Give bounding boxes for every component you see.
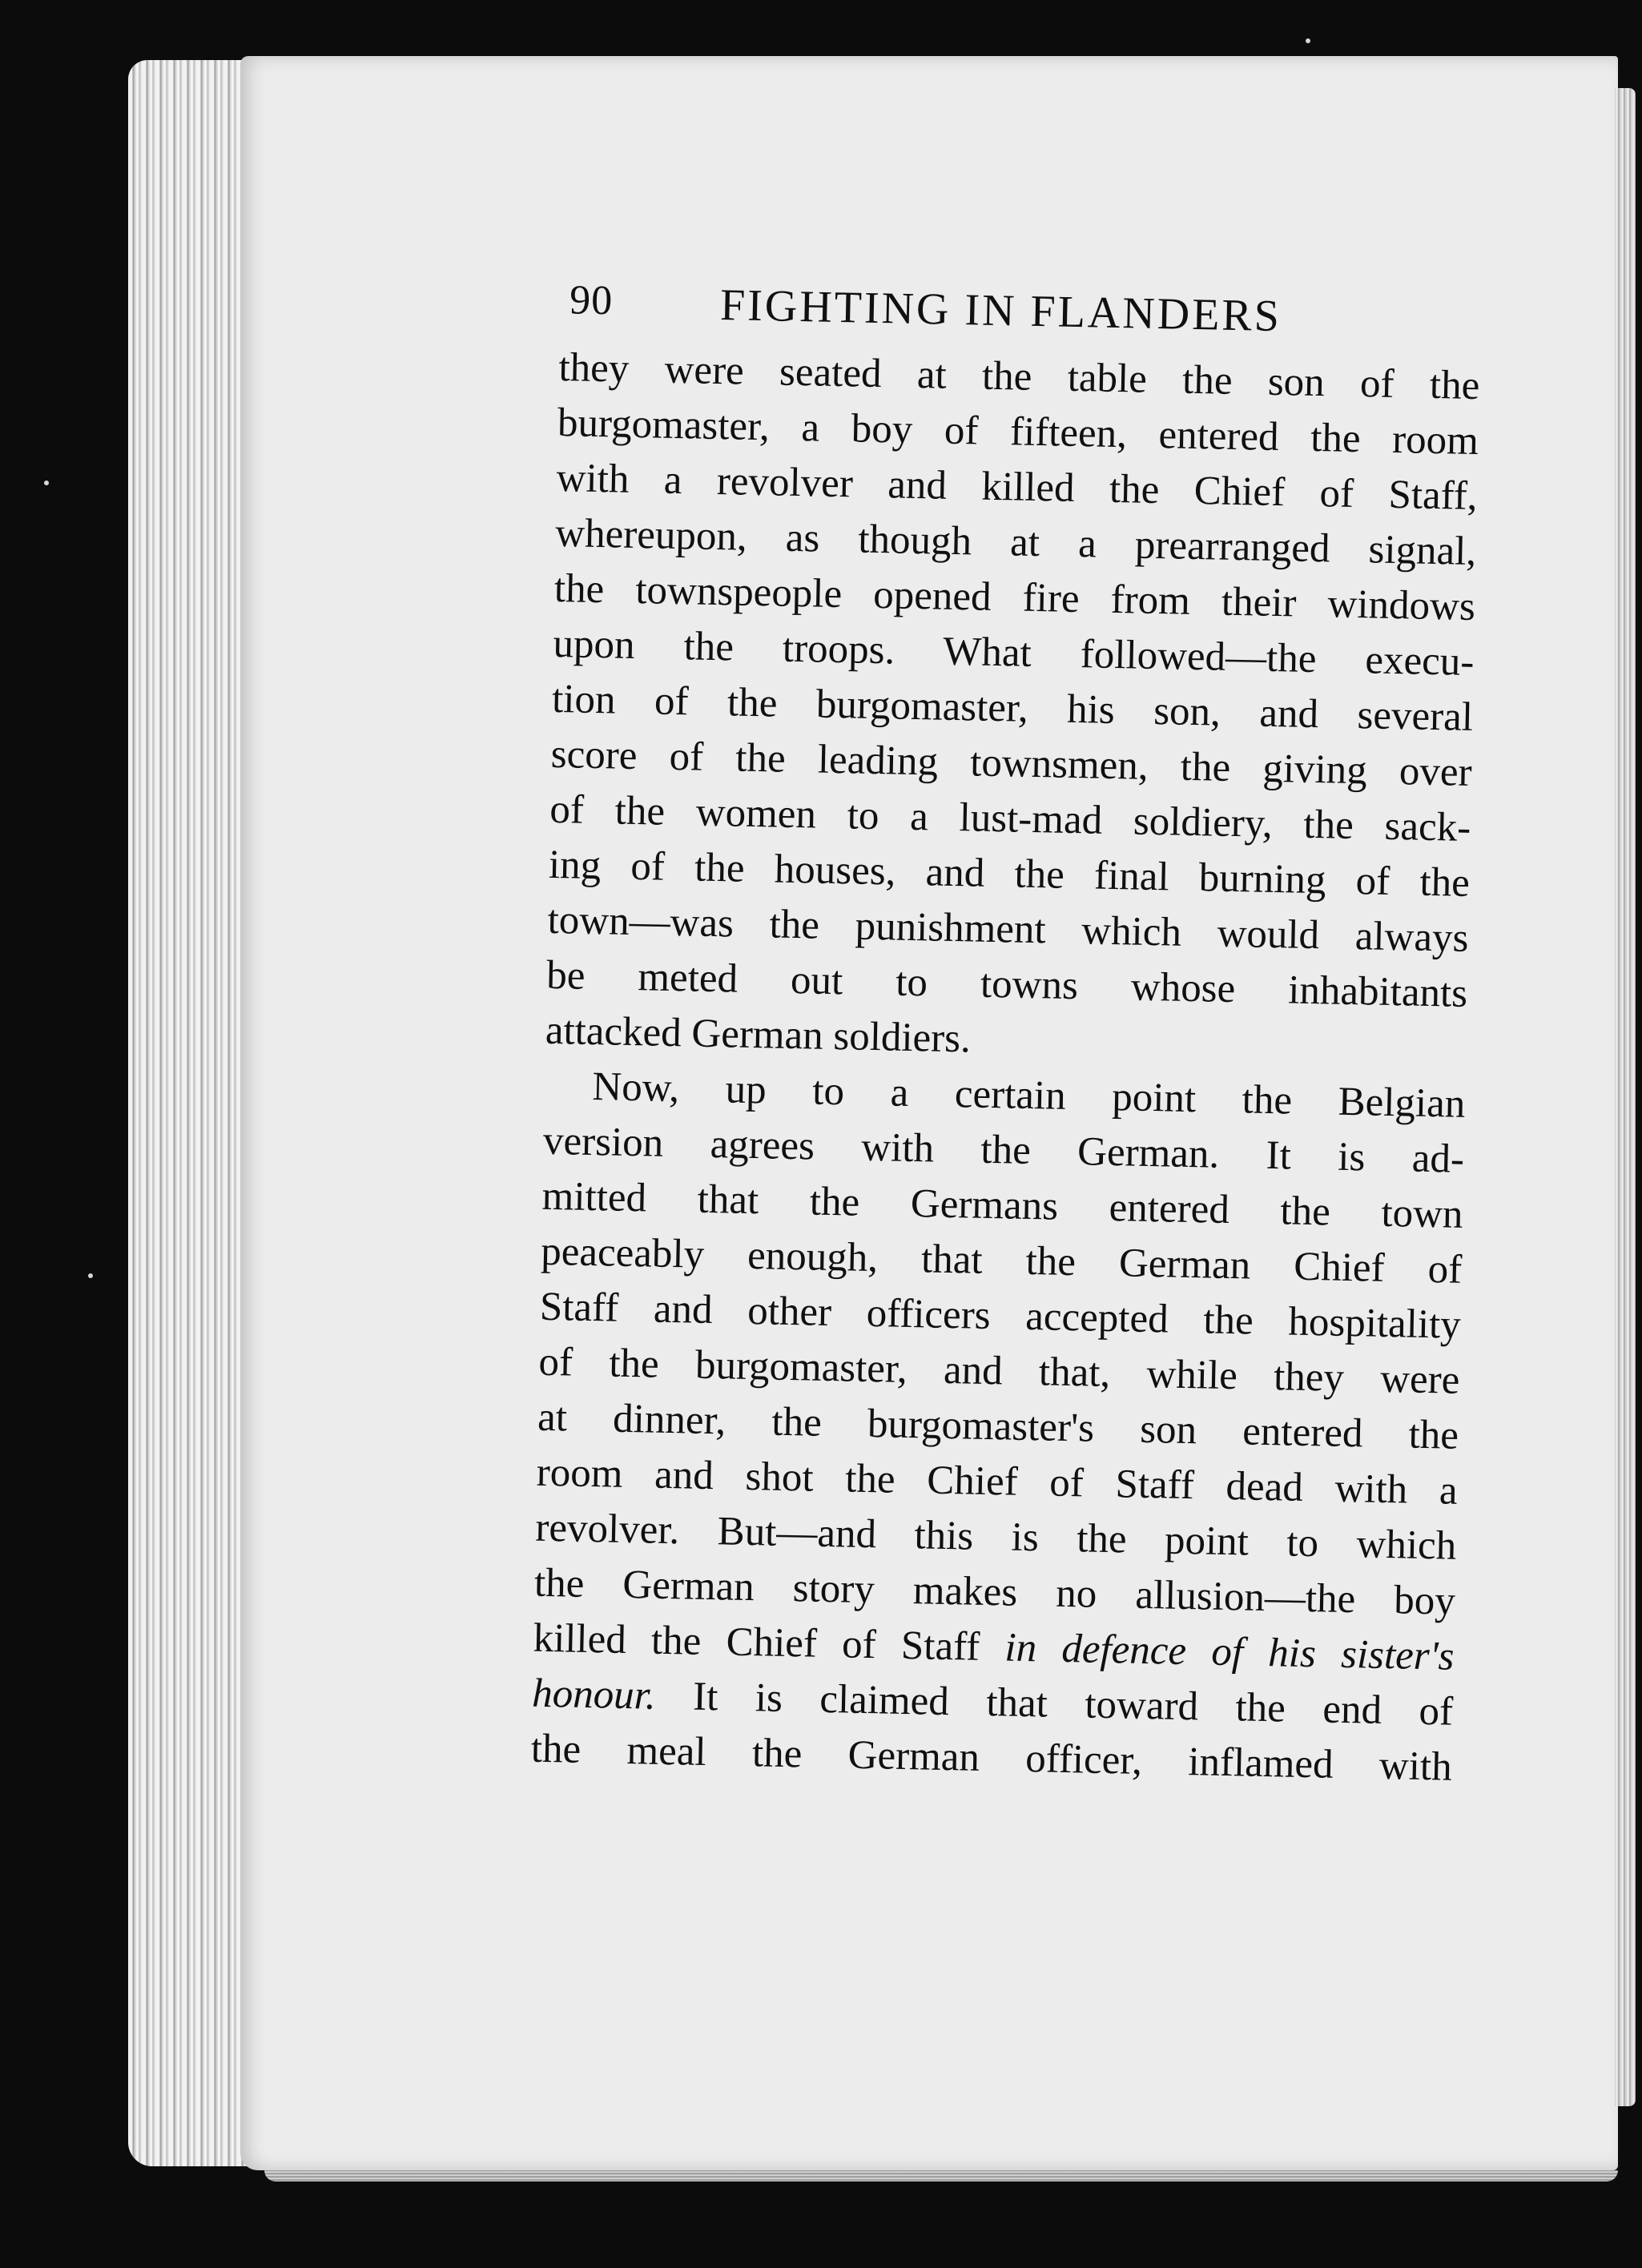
- italic-emphasis: honour.: [531, 1671, 657, 1719]
- text-line: burgomaster, a boy of fifteen, entered the room: [557, 400, 1479, 464]
- text-line: Now, up to a certain point the Belgian: [591, 1064, 1466, 1127]
- text-line: room and shot the Chief of Staff dead with a: [536, 1450, 1459, 1514]
- running-head: FIGHTING IN FLANDERS: [719, 280, 1282, 342]
- text-line: at dinner, the burgomaster's son entered the: [537, 1394, 1459, 1458]
- text-line: score of the leading townsmen, the giving over: [550, 731, 1473, 795]
- text-line: the meal the German officer, inflamed with: [530, 1726, 1453, 1790]
- text-segment: killed the Chief of Staff: [533, 1615, 1006, 1671]
- dust-speck: [88, 1273, 93, 1278]
- text-line: peaceably enough, that the German Chief of: [540, 1228, 1463, 1293]
- page-number: 90: [569, 277, 614, 324]
- text-line: revolver. But—and this is the point to which: [534, 1505, 1457, 1569]
- dust-speck: [44, 481, 49, 485]
- text-line: with a revolver and killed the Chief of Staff,: [556, 455, 1479, 520]
- page-edges-right: [1615, 88, 1636, 2106]
- text-line: of the women to a lust-mad soldiery, the sack-: [549, 786, 1471, 850]
- text-line: tion of the burgomaster, his son, and several: [551, 676, 1474, 740]
- text-line: Staff and other officers accepted the hospitality: [539, 1284, 1462, 1348]
- text-line: of the burgomaster, and that, while they were: [538, 1339, 1460, 1403]
- paragraph-1: [545, 340, 1480, 1077]
- text-line: be meted out to towns whose inhabitants: [545, 952, 1468, 1016]
- text-line: the townspeople opened fire from their windows: [553, 565, 1476, 629]
- text-line: mitted that the Germans entered the town: [541, 1173, 1464, 1237]
- text-line: they were seated at the table the son of the: [557, 344, 1480, 409]
- text-line: town—was the punishment which would always: [547, 897, 1469, 961]
- text-line: attacked German soldiers.: [545, 1007, 972, 1062]
- text-line: ing of the houses, and the final burning of the: [548, 842, 1471, 906]
- page-text: [530, 268, 1482, 1796]
- paragraph-2: [530, 1059, 1466, 1796]
- text-line: version agrees with the German. It is ad-: [542, 1118, 1465, 1182]
- text-line: whereupon, as though at a prearranged signal,: [554, 510, 1477, 575]
- text-line: upon the troops. What followed—the execu-: [553, 621, 1475, 685]
- text-segment: It is claimed that toward the end of: [655, 1673, 1454, 1735]
- italic-emphasis: in defence of his sister's: [1004, 1625, 1455, 1679]
- page-edges-bottom: [264, 2170, 1618, 2182]
- text-line: the German story makes no allusion—the boy: [533, 1560, 1456, 1624]
- dust-speck: [1306, 38, 1310, 43]
